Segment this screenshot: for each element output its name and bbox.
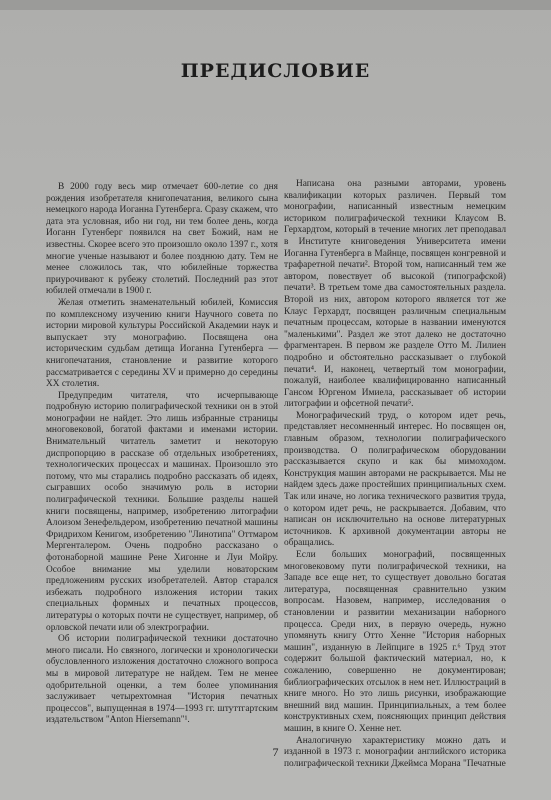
- right-column: [284, 179, 506, 770]
- paragraph: Монографический труд, о котором идет речь, представляет несомненный интерес. Но посвящен он, главным образом, технологии полиграфического производства. О полиграфическом оборудовании рассказывается скупо и как бы мимоходом. Конструкция машин авторами не раскрывается. Мы не найдем здесь даже простейших принципиальных схем. Так или иначе, но логика технического развития труда, о котором идет речь, не раскрывается. Добавим, что написан он исключительно на основе литературных источников. К архивной документации авторы не обращались.: [284, 410, 506, 549]
- paragraph: Предупредим читателя, что исчерпывающе подробную историю полиграфической техники он в этой монографии не найдет. Это лишь избранные страницы многовековой, богатой фактами и именами истории. Внимательный читатель заметит и некоторую диспропорцию в рассказе об отдельных изобретениях, технологических процессах и машинах. Произошло это потому, что мы старались подробно рассказать об идеях, сыгравших особо значимую роль в истории полиграфической техники. Большие разделы нашей книги посвящены, например, изобретению литографии Алоизом Зенефельдером, изобретению печатной машины Фридрихом Кенигом, изобретению "Линотипа" Оттмаром Мергенталером. Очень подробно рассказано о фотонаборной машине Рене Хигонне и Луи Мойру. Особое внимание мы уделили новаторским предложениям русских изобретателей. Автор старался избежать подробного изложения истории таких специальных формных и печатных процессов, литературы о которых почти не существует, например, об орловской печати или об электрографии.: [46, 390, 278, 633]
- left-column: [46, 182, 278, 727]
- paragraph: Аналогичную характеристику можно дать и изданной в 1973 г. монографии английского историка полиграфической техники Джеймса Морана "Печатные: [284, 735, 506, 769]
- paragraph: Написана она разными авторами, уровень квалификации которых различен. Первый том монографии, написанный известным немецким историком полиграфической техники Клаусом В. Герхардтом, который в течение многих лет преподавал в Институте книговедения Университета имени Иоганна Гутенберга в Майнце, посвящен конгревной и трафаретной печати². Второй том, написанный тем же автором, повествует об высокой (типографской) печати³. В третьем томе два самостоятельных раздела. Второй из них, автором которого является тот же Клаус Герхардт, посвящен различным специальным печатным процессам, которые в названии именуются "маленькими". Раздел же этот далеко не достаточно фрагментарен. В первом же разделе Отто М. Лилиен подробно и обстоятельно рассказывает о глубокой печати⁴. И, наконец, четвертый том монографии, пожалуй, наиболее квалифицированно написанный Гансом Юргеном Имиела, рассказывает об истории литографии и офсетной печати⁵.: [284, 179, 506, 410]
- page-number: 7: [272, 745, 279, 759]
- paragraph: В 2000 году весь мир отмечает 600-летие со дня рождения изобретателя книгопечатания, великого сына немецкого народа Иоганна Гутенберга. Сразу скажем, что дата эта условная, ибо ни год, ни тем более день, когда Иоганн Гутенберг появился на свет Божий, нам не известны. Скорее всего это произошло около 1397 г., хотя многие ученые называют и более позднюю дату. Тем не менее сложилось так, что юбилейные торжества приурочивают к рубежу столетий. Последний раз этот юбилей отмечали в 1900 г.: [46, 182, 278, 297]
- paragraph: Если больших монографий, посвященных многовековому пути полиграфической техники, на Западе все еще нет, то существует довольно богатая литература, посвященная сравнительно узким вопросам. Назовем, например, исследования о становлении и развитии механизации наборного процесса. Среди них, в первую очередь, нужно упомянуть книгу Отто Хенне "История наборных машин", изданную в Лейпциге в 1925 г.⁶ Труд этот содержит большой фактический материал, но, к сожалению, совершенно не документирован; библиографических отсылок в нем нет. Иллюстраций в книге много. Но это лишь рисунки, изображающие внешний вид машин. Принципиальных, а тем более конструктивных схем, поясняющих принцип действия машин, в книге О. Хенне нет.: [284, 550, 506, 734]
- page-title: ПРЕДИСЛОВИЕ: [180, 60, 371, 82]
- paragraph: Об истории полиграфической техники достаточно много писали. Но связного, логически и хронологически обусловленного изложения достаточно сложного вопроса мы в мировой литературе не найдем. Тем не менее одобрительной оценки, а тем более упоминания заслуживает четырехтомная "История печатных процессов", выпущенная в 1974—1993 гг. штуттгартским издательством "Anton Hiersemann"¹.: [46, 634, 278, 726]
- paragraph: Желая отметить знаменательный юбилей, Комиссия по комплексному изучению книги Научного совета по истории мировой культуры Российской Академии наук и выпускает эту монографию. Посвящена она историческим судьбам детища Иоганна Гутенберга — книгопечатания, становление и развитие которого рассматривается с середины XV и примерно до середины XX столетия.: [46, 297, 278, 390]
- page-edge: [0, 0, 551, 10]
